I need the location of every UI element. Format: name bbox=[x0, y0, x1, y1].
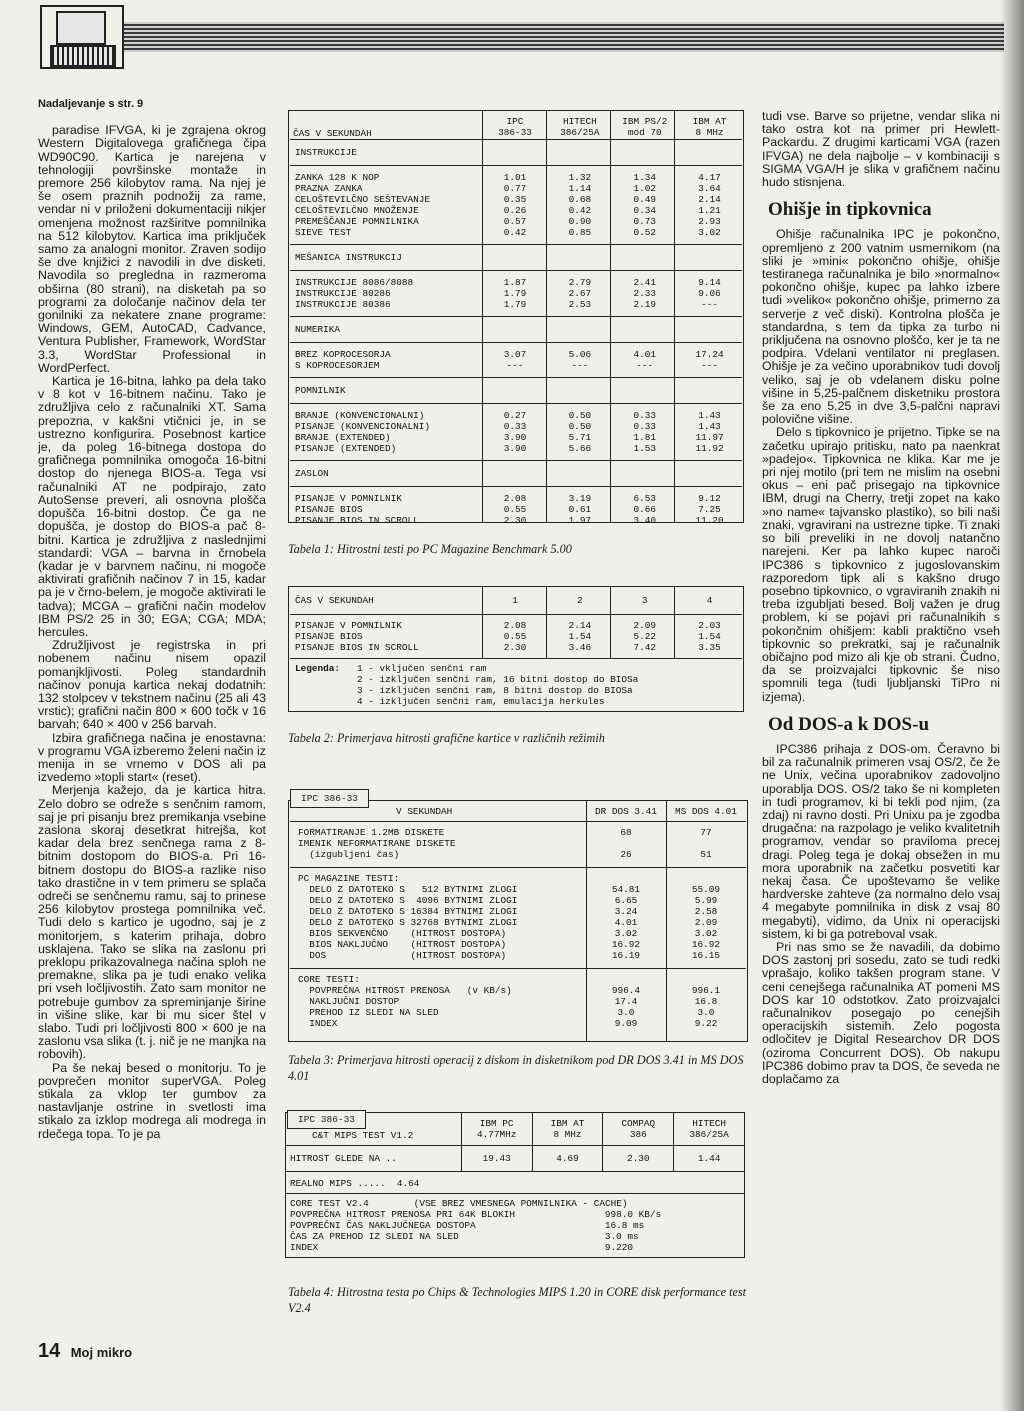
legend-item: 4 - izključen senčni ram, emulacija herkules bbox=[357, 696, 605, 707]
column-header: 3 bbox=[641, 595, 648, 606]
continued-label: Nadaljevanje s str. 9 bbox=[38, 98, 144, 110]
table-cell: 16.92 bbox=[691, 939, 721, 950]
table-cell: 0.90 bbox=[568, 216, 592, 227]
table-cell: 2.79 bbox=[568, 277, 592, 288]
table-cell: 3.02 bbox=[698, 227, 721, 238]
table-cell: 5.06 bbox=[568, 349, 592, 360]
table4-caption: Tabela 4: Hitrostna testa po Chips & Technologies MIPS 1.20 in CORE disk performance test V2.4 bbox=[288, 1285, 747, 1315]
table-cell: SIEVE TEST bbox=[295, 227, 352, 238]
column-header-line: mod 70 bbox=[627, 127, 662, 138]
column-header-line: IBM AT bbox=[550, 1118, 585, 1129]
table-cell: PRAZNA ZANKA bbox=[295, 183, 363, 194]
table-cell: IMENIK NEFORMATIRANE DISKETE bbox=[298, 838, 456, 849]
table-cell: DOS (HITROST DOSTOPA) bbox=[298, 950, 507, 961]
header-cell bbox=[290, 112, 483, 140]
table-cell: 2.30 bbox=[603, 1146, 674, 1172]
table-cell: 0.55 bbox=[503, 504, 527, 515]
title-col: ČAS V SEKUNDAH bbox=[293, 128, 372, 139]
realno-mips: REALNO MIPS ..... 4.64 bbox=[286, 1172, 745, 1194]
table-cell: 2.19 bbox=[633, 299, 656, 310]
table-cell: POVPREČNA HITROST PRENOSA (v KB/s) bbox=[298, 985, 512, 996]
table-row bbox=[286, 1231, 745, 1242]
table-row bbox=[290, 996, 746, 1007]
left-paragraph: Merjenja kažejo, da je kartica hitra. Zelo dobro se odreže s senčnim ramom, saj je pri pisanju brez premikanja vsebine zaslona skoraj desetkrat hitrejša, kot kadar dela brez senčnega rama z 8-bitnim dostopom do BIOS-a. Pri 16-bitnem dostopu do BIOS-a razlike niso tako drastične in v tem primeru se splača odreči se senčnemu ramu, saj to prinese 256 kilobytov prostega pomnilnika več. Tudi delo s kartico je ugodno, saj je z monitorjem, s katerim prihaja, dobro usklajena. Tako se slika na zaslonu pri preklopu prikazovalnega načina sploh ne premakne, slika pa je tudi enako velika pri vseh ločljivostih. Zato sam monitor ne potrebuje gumbov za spreminjanje širine in višine slike, kar bi mu sicer štel v slabo. Tudi pri ločljivosti 800 × 600 je na zaslonu vsa slika (t. j. nič je ne manjka na robovih). bbox=[38, 783, 266, 1062]
table-cell: 1.81 bbox=[633, 432, 656, 443]
table-cell: 2.33 bbox=[633, 288, 656, 299]
table-cell: 2.30 bbox=[503, 642, 527, 653]
column-header-line: 8 MHz bbox=[695, 127, 724, 138]
table-cell: 4.01 bbox=[614, 917, 638, 928]
table-cell: 5.99 bbox=[694, 895, 718, 906]
table-row bbox=[290, 822, 746, 839]
table-cell: --- bbox=[506, 360, 524, 371]
table-cell: PREHOD IZ SLEDI NA SLED bbox=[298, 1007, 439, 1018]
table-cell: 4.69 bbox=[532, 1146, 603, 1172]
table-cell: --- bbox=[701, 360, 718, 371]
table-cell: 3.0 bbox=[617, 1007, 635, 1018]
table-cell: 2.58 bbox=[694, 906, 718, 917]
table-row bbox=[290, 849, 746, 868]
table-cell: NAKLJUČNI DOSTOP bbox=[298, 996, 400, 1007]
table-cell: 9.06 bbox=[698, 288, 721, 299]
table-cell: (izgubljeni čas) bbox=[298, 849, 400, 860]
table-cell: 6.53 bbox=[633, 493, 656, 504]
column-header-line: 386/25A bbox=[560, 127, 600, 138]
column-divider bbox=[666, 800, 667, 1042]
table-cell: DELO Z DATOTEKO S 512 BYTNIMI ZLOGI bbox=[298, 884, 518, 895]
table-cell: INDEX bbox=[290, 1242, 319, 1253]
legend-label: Legenda: bbox=[295, 663, 341, 674]
column-header-line: 8 MHz bbox=[553, 1129, 582, 1140]
header-cell: ČAS V SEKUNDAH bbox=[295, 595, 374, 606]
table-cell: PISANJE (EXTENDED) bbox=[295, 443, 397, 454]
table-cell: 998.0 KB/s bbox=[604, 1209, 662, 1220]
table-cell: BIOS NAKLJUČNO (HITROST DOSTOPA) bbox=[298, 939, 507, 950]
table-cell: 55.09 bbox=[691, 884, 721, 895]
table-cell: 0.52 bbox=[633, 227, 656, 238]
table-cell: 2.09 bbox=[694, 917, 718, 928]
table-cell: 1.79 bbox=[503, 288, 527, 299]
table-cell: CELOŠTEVILČNO MNOŽENJE bbox=[295, 205, 419, 216]
table-cell: 1.44 bbox=[674, 1146, 745, 1172]
table-cell: INSTRUKCIJE 80386 bbox=[295, 299, 391, 310]
group-name: MEŠANICA INSTRUKCIJ bbox=[290, 245, 742, 271]
table1-caption: Tabela 1: Hitrostni testi po PC Magazine Benchmark 5.00 bbox=[288, 542, 572, 556]
column-header bbox=[483, 112, 548, 140]
block-title: CORE TESTI: bbox=[290, 969, 746, 986]
table-cell: --- bbox=[701, 299, 718, 310]
ohisje-paragraph: Ohišje računalnika IPC je pokončno, opremljeno z 200 vatnim usmernikom (na sliki je »mini« pokončno ohišje, ohišje testiranega računalnika je bilo »normalno« pokončno ohišje, kupec pa lahko izbere tudi »veliko« pokončno ohišje, primerno za serverje z več diski). Kontrolna plošča je standardna, s tem da tipka za turbo ni priključena na osnovno ploščo, ker je ta ne podpira. Vdelani ventilator ni preglasen. Ohišje je za večino uporabnikov tudi dovolj veliko, saj je ob vdelanem disku polne višine in 5,25-palčnem disketniku prostora še za eno 5,25 in dve 3,5-palčni napravi polovične višine. bbox=[762, 227, 1000, 427]
group-name: INSTRUKCIJE bbox=[290, 140, 742, 166]
table-cell: ZANKA 128 K NOP bbox=[295, 172, 380, 183]
column-header: 2 bbox=[577, 595, 583, 606]
table-cell: 1.32 bbox=[568, 172, 592, 183]
column-header bbox=[547, 112, 612, 140]
column-divider bbox=[610, 586, 611, 659]
table-cell: 9.14 bbox=[698, 277, 721, 288]
column-header-line: IBM AT bbox=[692, 116, 727, 127]
table-row bbox=[290, 1007, 746, 1018]
table-cell: 1.97 bbox=[568, 515, 592, 526]
table-cell: POVPREČNA HITROST PRENOSA PRI 64K BLOKIH bbox=[290, 1209, 516, 1220]
table-cell: INDEX bbox=[298, 1018, 338, 1029]
table-cell: --- bbox=[571, 360, 589, 371]
table-cell: 0.85 bbox=[568, 227, 592, 238]
table-cell: 1.87 bbox=[503, 277, 527, 288]
header-cell: V SEKUNDAH bbox=[396, 806, 453, 817]
table-cell: 1.14 bbox=[568, 183, 592, 194]
column-divider bbox=[546, 586, 547, 659]
table-row bbox=[290, 884, 746, 895]
table-cell: ČAS ZA PREHOD IZ SLEDI NA SLED bbox=[290, 1231, 459, 1242]
legend-row bbox=[290, 659, 742, 708]
table-cell: 9.12 bbox=[698, 493, 721, 504]
column-header: MS DOS 4.01 bbox=[675, 806, 737, 817]
table-row bbox=[290, 1018, 746, 1036]
table-cell: 19.43 bbox=[461, 1146, 532, 1172]
left-paragraph: Združljivost je registrska in pri nobenem načinu nisem opazil pomanjkljivosti. Poleg standardnih načinov ponuja kartica nekaj dodatnih: 132 stolpcev v tekstnem načinu (25 ali 43 vrstic); grafični način 800 × 600 točk v 16 barvah; 640 × 400 v 256 barvah. bbox=[38, 638, 266, 732]
table-cell: 0.77 bbox=[503, 183, 527, 194]
table-cell: 2.08 bbox=[483, 615, 548, 632]
table3-grid bbox=[290, 800, 746, 1036]
table-cell: 5.66 bbox=[568, 443, 592, 454]
block-title: PC MAGAZINE TESTI: bbox=[290, 868, 746, 885]
table-cell: 4.17 bbox=[698, 172, 721, 183]
table-cell: 996.4 bbox=[611, 985, 641, 996]
table-cell: 5.22 bbox=[633, 631, 656, 642]
table-row bbox=[290, 868, 746, 885]
group-name: NUMERIKA bbox=[290, 317, 742, 343]
table-cell: 0.55 bbox=[503, 631, 527, 642]
table-cell: 3.0 bbox=[697, 1007, 715, 1018]
table-cell: 3.02 bbox=[614, 928, 638, 939]
column-divider bbox=[546, 110, 547, 523]
table-cell: 3.07 bbox=[503, 349, 527, 360]
table-cell: 77 bbox=[666, 822, 746, 839]
legend-item: 3 - izključen senčni ram, 8 bitni dostop do BIOSa bbox=[357, 685, 633, 696]
table-cell: 3.64 bbox=[698, 183, 721, 194]
table-cell: 51 bbox=[700, 849, 712, 860]
table-cell: POVPREČNI ČAS NAKLJUČNEGA DOSTOPA bbox=[290, 1220, 476, 1231]
table-cell: 2.08 bbox=[503, 493, 527, 504]
table-cell: 1.02 bbox=[633, 183, 656, 194]
table-cell: BREZ KOPROCESORJA bbox=[295, 349, 391, 360]
table-cell: 0.35 bbox=[503, 194, 527, 205]
table-cell: BIOS SEKVENČNO (HITROST DOSTOPA) bbox=[298, 928, 507, 939]
column-divider bbox=[586, 800, 587, 1042]
table-cell: 3.35 bbox=[698, 642, 721, 653]
table-cell: 9.09 bbox=[614, 1018, 638, 1029]
table-cell: --- bbox=[636, 360, 654, 371]
table-cell bbox=[666, 838, 746, 849]
column-header-line: HITECH bbox=[692, 1118, 726, 1129]
table-cell: 11.20 bbox=[695, 515, 724, 526]
table-cell: 54.81 bbox=[611, 884, 641, 895]
page-number: 14 bbox=[38, 1340, 61, 1362]
column-header-line: 386-33 bbox=[498, 127, 532, 138]
table-cell: 7.25 bbox=[698, 504, 721, 515]
table-cell: 2.30 bbox=[503, 515, 527, 526]
ohisje-paragraph: Delo s tipkovnico je prijetno. Tipke se na začetku upirajo pritisku, nato pa naenkrat »padejo«. Tipkovnica ne klika. Kar me je pri njej motilo (pri tem ne mislim na osebni okus – eni pač prisegajo na tipkovnice IBM, drugi na Cherry, tretji zopet na kako »no name« tajvansko plastiko), so bili naši znaki, vgravirani na ustrezne tipke. Ti znaki so bili preveliki in ne dovolj natančno narejeni. Ker pa lahko kupec naroči IPC386 s tipkovnico z jugoslovanskim razporedom tipk ali s kakšno drugo posebno tipkovnico, o vgraviranih znakih ni treba izgubljati besed. Bolj važen je drug problem, ki se pojavi pri računalnikih s pokončnim ohišjem: kabli praktično vseh tipkovnic so prekratki, saj je računalnik običajno pod mizo ali kje ob strani. Čudno, da se proizvajalci tipkovnic še niso spomnili tega (tudi ljubljanski TiPro ni izjema). bbox=[762, 425, 1000, 704]
group-name: POMNILNIK bbox=[290, 378, 742, 404]
table-cell: 0.27 bbox=[503, 410, 527, 421]
table4-tag: IPC 386-33 bbox=[287, 1110, 366, 1129]
table-row bbox=[290, 895, 746, 906]
page-edge-shadow bbox=[1000, 0, 1024, 1411]
table-cell: PISANJE BIOS IN SCROLL bbox=[295, 515, 419, 526]
table-row bbox=[290, 906, 746, 917]
table-cell: BRANJE (EXTENDED) bbox=[295, 432, 391, 443]
table-cell: BRANJE (KONVENCIONALNI) bbox=[295, 410, 425, 421]
table-cell: PREMEŠČANJE POMNILNIKA bbox=[295, 216, 419, 227]
table-cell: 3.02 bbox=[694, 928, 718, 939]
table-cell: 1.43 bbox=[698, 421, 721, 432]
legend-item: 1 - vključen senčni ram bbox=[357, 663, 487, 674]
table-cell: PISANJE BIOS bbox=[295, 504, 363, 515]
table-cell: 0.68 bbox=[568, 194, 592, 205]
table2-caption: Tabela 2: Primerjava hitrosti grafične kartice v različnih režimih bbox=[288, 731, 605, 745]
heading-ohisje: Ohišje in tipkovnica bbox=[768, 199, 932, 221]
table-cell: 3.90 bbox=[503, 443, 527, 454]
left-paragraph: Izbira grafičnega načina je enostavna: v programu VGA izberemo želeni način iz menija in se vrnemo v DOS ali pa izvedemo »topli start« (reset). bbox=[38, 730, 266, 785]
table-cell: 4.01 bbox=[633, 349, 656, 360]
table-cell: 6.65 bbox=[614, 895, 638, 906]
column-header-line: HITECH bbox=[562, 116, 597, 127]
table-cell bbox=[586, 838, 666, 849]
table-row bbox=[286, 1220, 745, 1231]
table-cell: 3.19 bbox=[568, 493, 592, 504]
table-row bbox=[290, 939, 746, 950]
legend bbox=[290, 659, 742, 708]
column-header-line: 386/25A bbox=[689, 1129, 729, 1140]
table-row bbox=[290, 950, 746, 969]
column-header: 4 bbox=[706, 595, 713, 606]
column-divider bbox=[674, 110, 675, 523]
table-cell: 0.49 bbox=[633, 194, 656, 205]
table-row bbox=[286, 1194, 745, 1210]
column-header-line: COMPAQ bbox=[621, 1118, 656, 1129]
table-cell: 0.73 bbox=[633, 216, 656, 227]
column-header bbox=[603, 1113, 674, 1146]
table-cell: 0.42 bbox=[503, 227, 527, 238]
column-divider bbox=[674, 586, 675, 659]
table-cell: 0.33 bbox=[633, 421, 656, 432]
table-cell: 3.40 bbox=[633, 515, 656, 526]
table-cell: 11.97 bbox=[695, 432, 724, 443]
table4-grid bbox=[285, 1112, 745, 1258]
table-cell: 16.8 bbox=[694, 996, 718, 1007]
table-cell: 2.67 bbox=[568, 288, 592, 299]
column-divider bbox=[482, 586, 483, 659]
table-cell: 1.21 bbox=[698, 205, 721, 216]
column-header-line: IBM PC bbox=[479, 1118, 514, 1129]
table-cell: DELO Z DATOTEKO S 16384 BYTNIMI ZLOGI bbox=[298, 906, 518, 917]
column-header bbox=[674, 1113, 745, 1146]
table-cell: S KOPROCESORJEM bbox=[295, 360, 380, 371]
magazine-name: Moj mikro bbox=[70, 1345, 133, 1360]
left-column bbox=[38, 98, 266, 1141]
table-cell: 0.50 bbox=[568, 410, 592, 421]
header-band bbox=[40, 22, 1004, 52]
table-cell: 0.66 bbox=[633, 504, 656, 515]
table-cell: 0.61 bbox=[568, 504, 592, 515]
legend-item: 2 - izključen senčni ram, 16 bitni dostop do BIOSa bbox=[357, 674, 639, 685]
table-cell: 0.50 bbox=[568, 421, 592, 432]
table-cell: 1.01 bbox=[503, 172, 527, 183]
table-cell: 16.19 bbox=[611, 950, 641, 961]
table-cell: PISANJE V POMNILNIK bbox=[290, 615, 483, 632]
column-header: 1 bbox=[512, 595, 518, 606]
table-cell: 68 bbox=[586, 822, 666, 839]
column-divider bbox=[482, 110, 483, 523]
table-cell: 2.53 bbox=[568, 299, 592, 310]
table-cell: 3.90 bbox=[503, 432, 527, 443]
table-cell: 7.42 bbox=[633, 642, 656, 653]
table-cell: 2.41 bbox=[633, 277, 656, 288]
table-row bbox=[290, 969, 746, 986]
table-cell: 0.34 bbox=[633, 205, 656, 216]
table-row bbox=[290, 838, 746, 849]
table-row bbox=[286, 1242, 745, 1258]
table-cell: 16.92 bbox=[611, 939, 641, 950]
table-cell: 0.42 bbox=[568, 205, 592, 216]
table-cell: DELO Z DATOTEKO S 32768 BYTNIMI ZLOGI bbox=[298, 917, 518, 928]
heading-dos: Od DOS-a k DOS-u bbox=[768, 713, 930, 735]
table-cell: 0.57 bbox=[503, 216, 527, 227]
table-cell: 11.92 bbox=[695, 443, 724, 454]
table-cell: FORMATIRANJE 1.2MB DISKETE bbox=[290, 822, 586, 839]
table-cell: PISANJE V POMNILNIK bbox=[295, 493, 402, 504]
page-footer bbox=[38, 1340, 132, 1363]
table-cell: INSTRUKCIJE 80286 bbox=[295, 288, 391, 299]
table-cell: INSTRUKCIJE 8086/8088 bbox=[295, 277, 414, 288]
table-cell: DELO Z DATOTEKO S 4096 BYTNIMI ZLOGI bbox=[298, 895, 518, 906]
dos-paragraph: IPC386 prihaja z DOS-om. Čeravno bi bil za računalnik primeren vsaj OS/2, če že ne Unix, večina uporabnikov zadovoljno uporablja DOS. OS/2 tako še ni kompleten in tudi programov, ki bi tekli pod njim, (za zdaj) ni ravno dosti. Pri Unixu pa je zgodba drugačna: na razpolago je veliko kvalitetnih programov, vendar so praviloma precej dragi. Poleg tega je dokaj obsežen in mu mora uporabnik na začetku posvetiti kar nekaj časa. Če upoštevamo še velike hardverske zahteve (za normalno delo vsaj 4 megabyte pomnilnika in disk z vsaj 80 megabyti), vidimo, da Unix ni operacijski sistem, ki bi ga potreboval vsak. bbox=[762, 741, 1000, 941]
left-paragraph: Kartica je 16-bitna, lahko pa dela tako v 8 kot v 16-bitnem načinu. Tako je združljiva celo z računalniki XT. Sama prepozna, v kakšni vtičnici je, in se ustrezno konfigurira. Posebnost kartice je, da poleg 16-bitnega dostopa do grafičnega pomnilnika omogoča 16-bitni dostop do njenega BIOS-a. Tega vsi računalniki AT ne podpirajo, zato AutoSense preveri, ali osnovna plošča dopušča 16-bitni dostop. Če ga ne dopušča, je dostop do BIOS-a pač 8-bitni. Kartica je združljiva z naslednjimi standardi: VGA – barvna in črnobela (kadar je v barvnem načinu, ni mogoče aktivirati grafičnih načinov 7 in 15, kadar pa je v črno-belem, je mogoče aktivirati le tadva); MCGA – grafični način modelov IBM PS/2 25 in 30; EGA; CGA; MDA; hercules. bbox=[38, 374, 266, 639]
left-paragraph: Pa še nekaj besed o monitorju. To je povprečen monitor superVGA. Poleg stikala za vklop ter gumbov za nastavljanje ostrine in svetlosti ima stikalo za izklop modrega ali modrega in rdečega topa. To je pa bbox=[38, 1060, 266, 1141]
table-cell: CELOŠTEVILČNO SEŠTEVANJE bbox=[295, 194, 431, 205]
table-cell: 0.26 bbox=[503, 205, 527, 216]
table-cell: 1.53 bbox=[633, 443, 656, 454]
table-cell: 5.71 bbox=[568, 432, 592, 443]
table-row bbox=[286, 1209, 745, 1220]
column-header-line: IBM PS/2 bbox=[622, 116, 668, 127]
core-title: CORE TEST V2.4 (VSE BREZ VMESNEGA POMNILNIKA - CACHE) bbox=[286, 1194, 745, 1210]
table-cell: 9.22 bbox=[694, 1018, 718, 1029]
left-paragraph: paradise IFVGA, ki je zgrajena okrog Western Digitalovega grafičnega čipa WD90C90. Kartica je narejena v tehnologiji površinske montaže in premore 256 kilobytov rama. Na njej je še osem praznih podnožij za rame, vendar ni v priloženi dokumentaciji nikjer omenjena možnost razširitve pomnilnika na 512 kilobytov. Kartica ima priključek samo za analogni monitor. Zraven sodijo še dve knjižici z navodili in dve disketi. Navodila so pregledna in razmeroma obširna (80 strani), na disketah pa so programi za določanje načinov dela ter gonilniki za nekatere znane programe: Windows, GEM, AutoCAD, Cadvance, Ventura Publisher, Framework, WordStar 3.3, WordStar Professional in WordPerfect. bbox=[38, 123, 266, 375]
table3-tag: IPC 386-33 bbox=[290, 789, 369, 808]
table-cell: 2.03 bbox=[677, 615, 742, 632]
table-cell: 2.09 bbox=[612, 615, 677, 632]
column-header: DR DOS 3.41 bbox=[595, 806, 657, 817]
column-divider bbox=[610, 110, 611, 523]
table-cell: 3.24 bbox=[614, 906, 638, 917]
table-row bbox=[286, 1172, 745, 1194]
dos-paragraph: Pri nas smo se že navadili, da dobimo DOS zastonj pri sosedu, zato se tudi redki vprašajo, koliko takšen program stane. V ceni cenejšega računalnika AT pomeni MS DOS kar 10 odstotkov. Zato proizvajalci računalnikov posegajo po cenejših operacijskih sistemih. Zelo pogosta odločitev je Digital Researchov DR DOS (oziroma Concurrent DOS). Ob nakupu IPC386 dobimo prav ta DOS, če seveda ne doplačamo za bbox=[762, 939, 1000, 1087]
table-cell: 2.14 bbox=[698, 194, 721, 205]
column-header-line: IPC bbox=[506, 116, 524, 127]
table-cell: HITROST GLEDE NA .. bbox=[286, 1146, 462, 1172]
table-cell: 16.15 bbox=[691, 950, 721, 961]
table-cell: PISANJE BIOS IN SCROLL bbox=[295, 642, 419, 653]
table-cell: 1.79 bbox=[503, 299, 527, 310]
table-row bbox=[290, 917, 746, 928]
column-header-line: 386 bbox=[629, 1129, 647, 1140]
table-cell: 2.93 bbox=[698, 216, 721, 227]
table-cell: 9.220 bbox=[604, 1242, 634, 1253]
table-row bbox=[290, 985, 746, 996]
column-header bbox=[532, 1113, 603, 1146]
table3-caption: Tabela 3: Primerjava hitrosti operacij z diskom in disketnikom pod DR DOS 3.41 in MS DOS 4.01 bbox=[288, 1053, 744, 1083]
computer-logo-icon bbox=[40, 5, 124, 69]
table-cell: 3.46 bbox=[568, 642, 592, 653]
table-cell: 0.33 bbox=[503, 421, 527, 432]
table-cell: 1.43 bbox=[698, 410, 721, 421]
table-cell: 17.4 bbox=[614, 996, 638, 1007]
table-cell: 2.14 bbox=[547, 615, 612, 632]
table-cell: 16.8 ms bbox=[604, 1220, 645, 1231]
table-cell: 26 bbox=[620, 849, 632, 860]
header-cell: C&T MIPS TEST V1.2 bbox=[312, 1130, 414, 1141]
table-cell: 1.54 bbox=[698, 631, 721, 642]
table-cell: 0.33 bbox=[633, 410, 656, 421]
right-column bbox=[762, 110, 1000, 1086]
table-row bbox=[286, 1146, 745, 1172]
column-header bbox=[461, 1113, 532, 1146]
column-header bbox=[612, 112, 677, 140]
group-name: ZASLON bbox=[290, 461, 742, 487]
column-header-line: 4.77MHz bbox=[476, 1129, 517, 1140]
table-row bbox=[290, 928, 746, 939]
table-cell: PISANJE (KONVENCIONALNI) bbox=[295, 421, 431, 432]
table-cell: 17.24 bbox=[695, 349, 724, 360]
table-cell: 996.1 bbox=[691, 985, 721, 996]
intro-paragraph: tudi vse. Barve so prijetne, vendar slika ni tako ostra kot na primer pri Hewlett-Packardu. Z drugimi karticami VGA (razen IFVGA) ne dela najbolje – v kombinaciji s SIGMA VGA/H je slika v grafičnem načinu hudo stisnjena. bbox=[762, 109, 1000, 190]
table-cell: 3.0 ms bbox=[604, 1231, 639, 1242]
table-cell: 1.34 bbox=[633, 172, 656, 183]
table-cell: 1.54 bbox=[568, 631, 592, 642]
table-cell: PISANJE BIOS bbox=[295, 631, 363, 642]
column-header bbox=[677, 112, 742, 140]
